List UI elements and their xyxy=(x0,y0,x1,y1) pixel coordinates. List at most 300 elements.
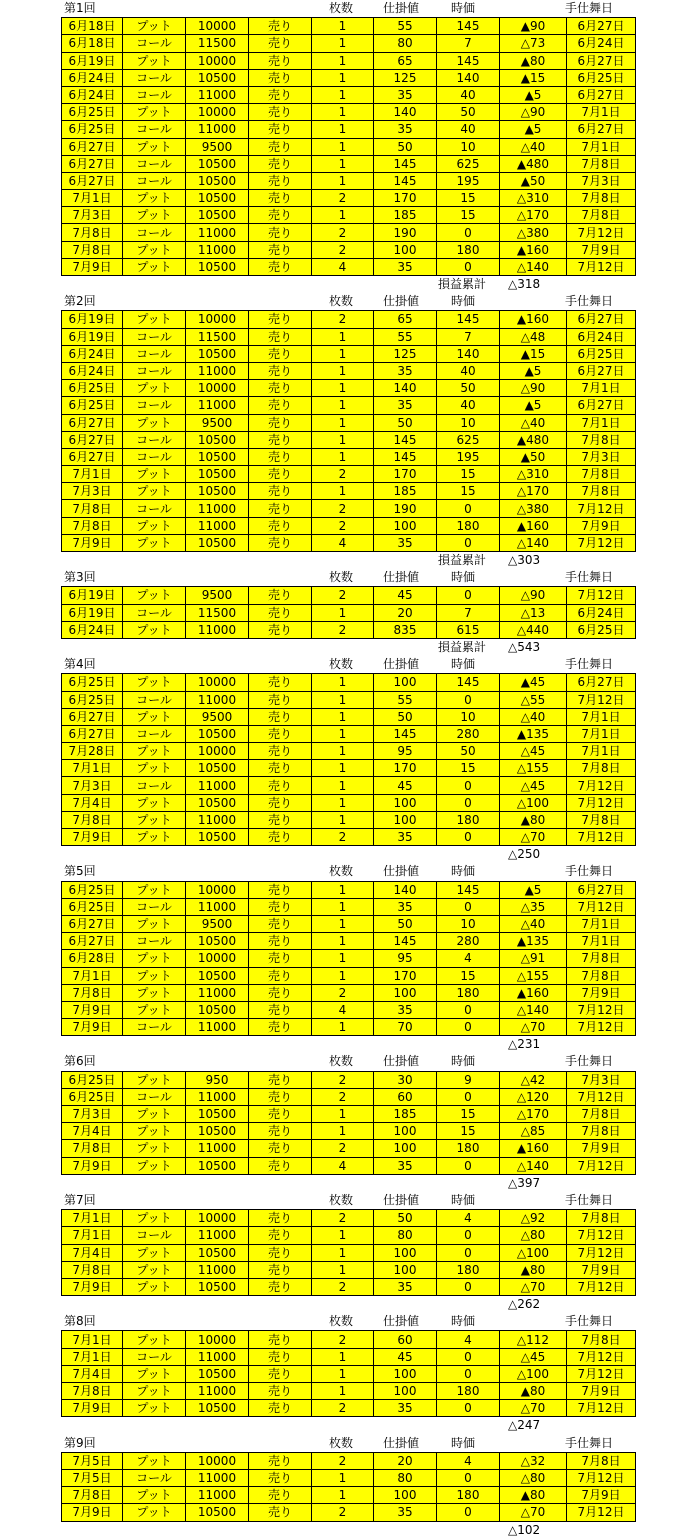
entry-price-cell: 170 xyxy=(374,967,437,984)
pnl-cell: △100 xyxy=(500,794,567,811)
pnl-cell: △32 xyxy=(500,1452,567,1469)
current-price-header: 時価 xyxy=(451,570,476,585)
table-row xyxy=(62,777,636,794)
entry-price-cell: 170 xyxy=(374,190,437,207)
option-type-cell: プット xyxy=(123,414,186,431)
trade-block-6 xyxy=(0,1053,688,1192)
cumulative-pnl-value: △318 xyxy=(508,277,541,291)
side-cell: 売り xyxy=(249,933,312,950)
trade-table xyxy=(61,1209,636,1296)
entry-price-cell: 35 xyxy=(374,1001,437,1018)
side-cell: 売り xyxy=(249,241,312,258)
side-cell: 売り xyxy=(249,950,312,967)
side-cell: 売り xyxy=(249,69,312,86)
option-type-cell: プット xyxy=(123,1400,186,1417)
option-type-cell: プット xyxy=(123,794,186,811)
option-type-cell: プット xyxy=(123,1365,186,1382)
close-date-header: 手仕舞日 xyxy=(565,1054,614,1069)
side-cell: 売り xyxy=(249,517,312,534)
count-cell: 1 xyxy=(312,604,374,621)
option-type-cell: プット xyxy=(123,1140,186,1157)
current-price-cell: 15 xyxy=(437,483,500,500)
current-price-cell: 40 xyxy=(437,397,500,414)
side-cell: 売り xyxy=(249,258,312,275)
block-title: 第4回 xyxy=(64,657,96,672)
side-cell: 売り xyxy=(249,466,312,483)
option-type-cell: プット xyxy=(123,811,186,828)
side-cell: 売り xyxy=(249,1140,312,1157)
entry-price-cell: 55 xyxy=(374,691,437,708)
current-price-cell: 0 xyxy=(437,534,500,551)
entry-date-cell: 7月4日 xyxy=(62,1244,123,1261)
table-row xyxy=(62,967,636,984)
option-type-cell: プット xyxy=(123,483,186,500)
strike-cell: 10500 xyxy=(186,1400,249,1417)
pnl-cell: △85 xyxy=(500,1123,567,1140)
table-row xyxy=(62,691,636,708)
option-type-cell: コール xyxy=(123,362,186,379)
entry-date-cell: 7月1日 xyxy=(62,967,123,984)
pnl-cell: △40 xyxy=(500,414,567,431)
side-cell: 売り xyxy=(249,1106,312,1123)
pnl-cell: △170 xyxy=(500,1106,567,1123)
current-price-cell: 180 xyxy=(437,517,500,534)
entry-price-cell: 35 xyxy=(374,898,437,915)
pnl-cell: ▲50 xyxy=(500,448,567,465)
pnl-cell: △48 xyxy=(500,328,567,345)
side-cell: 売り xyxy=(249,674,312,691)
strike-cell: 10500 xyxy=(186,1123,249,1140)
count-cell: 1 xyxy=(312,328,374,345)
entry-date-cell: 7月28日 xyxy=(62,743,123,760)
current-price-cell: 15 xyxy=(437,967,500,984)
block-header xyxy=(0,1192,688,1209)
pnl-cell: ▲135 xyxy=(500,933,567,950)
table-row xyxy=(62,224,636,241)
current-price-cell: 0 xyxy=(437,777,500,794)
current-price-cell: 180 xyxy=(437,1140,500,1157)
current-price-cell: 195 xyxy=(437,448,500,465)
strike-cell: 9500 xyxy=(186,138,249,155)
pnl-cell: ▲80 xyxy=(500,1487,567,1504)
strike-cell: 11000 xyxy=(186,898,249,915)
strike-cell: 10500 xyxy=(186,207,249,224)
trade-table xyxy=(61,1452,636,1522)
entry-price-header: 仕掛値 xyxy=(383,657,420,672)
close-date-cell: 7月12日 xyxy=(567,1469,636,1486)
pnl-cell: ▲160 xyxy=(500,311,567,328)
side-cell: 売り xyxy=(249,534,312,551)
block-footer xyxy=(0,1175,688,1192)
option-type-cell: プット xyxy=(123,1452,186,1469)
entry-date-cell: 6月25日 xyxy=(62,380,123,397)
count-cell: 1 xyxy=(312,1383,374,1400)
block-title: 第9回 xyxy=(64,1435,96,1450)
close-date-cell: 7月9日 xyxy=(567,984,636,1001)
option-type-cell: プット xyxy=(123,380,186,397)
side-cell: 売り xyxy=(249,1487,312,1504)
strike-cell: 10500 xyxy=(186,1157,249,1174)
pnl-cell: ▲80 xyxy=(500,52,567,69)
close-date-cell: 7月12日 xyxy=(567,1157,636,1174)
option-type-cell: コール xyxy=(123,691,186,708)
table-row xyxy=(62,431,636,448)
current-price-cell: 10 xyxy=(437,915,500,932)
count-header: 枚数 xyxy=(329,1314,354,1329)
close-date-cell: 7月1日 xyxy=(567,138,636,155)
entry-price-cell: 100 xyxy=(374,794,437,811)
count-header: 枚数 xyxy=(329,1054,354,1069)
trade-block-8 xyxy=(0,1313,688,1434)
entry-price-cell: 145 xyxy=(374,172,437,189)
current-price-cell: 4 xyxy=(437,950,500,967)
entry-price-cell: 35 xyxy=(374,1400,437,1417)
trade-block-7 xyxy=(0,1192,688,1313)
current-price-cell: 0 xyxy=(437,1088,500,1105)
count-cell: 1 xyxy=(312,86,374,103)
count-cell: 1 xyxy=(312,950,374,967)
count-cell: 1 xyxy=(312,691,374,708)
block-footer xyxy=(0,639,688,656)
strike-cell: 11000 xyxy=(186,241,249,258)
pnl-cell: △42 xyxy=(500,1071,567,1088)
option-type-cell: プット xyxy=(123,534,186,551)
entry-price-cell: 95 xyxy=(374,743,437,760)
count-cell: 1 xyxy=(312,881,374,898)
count-cell: 1 xyxy=(312,1106,374,1123)
entry-price-cell: 50 xyxy=(374,915,437,932)
trade-block-5 xyxy=(0,863,688,1053)
side-cell: 売り xyxy=(249,1348,312,1365)
option-type-cell: プット xyxy=(123,104,186,121)
side-cell: 売り xyxy=(249,708,312,725)
count-cell: 2 xyxy=(312,311,374,328)
close-date-cell: 7月12日 xyxy=(567,1400,636,1417)
side-cell: 売り xyxy=(249,725,312,742)
close-date-cell: 7月8日 xyxy=(567,1210,636,1227)
strike-cell: 10500 xyxy=(186,1001,249,1018)
strike-cell: 10000 xyxy=(186,1452,249,1469)
strike-cell: 10500 xyxy=(186,725,249,742)
entry-price-cell: 145 xyxy=(374,725,437,742)
side-cell: 売り xyxy=(249,172,312,189)
close-date-cell: 7月3日 xyxy=(567,172,636,189)
side-cell: 売り xyxy=(249,190,312,207)
pnl-cell: △310 xyxy=(500,466,567,483)
entry-price-cell: 100 xyxy=(374,1244,437,1261)
option-type-cell: コール xyxy=(123,448,186,465)
block-header xyxy=(0,863,688,880)
entry-date-cell: 7月1日 xyxy=(62,1227,123,1244)
strike-cell: 11000 xyxy=(186,777,249,794)
close-date-cell: 6月24日 xyxy=(567,35,636,52)
current-price-header: 時価 xyxy=(451,864,476,879)
current-price-cell: 0 xyxy=(437,1019,500,1036)
table-row xyxy=(62,18,636,35)
side-cell: 売り xyxy=(249,1244,312,1261)
entry-price-cell: 190 xyxy=(374,224,437,241)
pnl-cell: △90 xyxy=(500,380,567,397)
entry-price-cell: 190 xyxy=(374,500,437,517)
close-date-cell: 7月12日 xyxy=(567,1227,636,1244)
table-row xyxy=(62,604,636,621)
table-row xyxy=(62,1071,636,1088)
strike-cell: 9500 xyxy=(186,915,249,932)
option-type-cell: プット xyxy=(123,1001,186,1018)
pnl-cell: △92 xyxy=(500,1210,567,1227)
strike-cell: 11000 xyxy=(186,362,249,379)
close-date-cell: 6月27日 xyxy=(567,52,636,69)
strike-cell: 10000 xyxy=(186,311,249,328)
current-price-cell: 15 xyxy=(437,760,500,777)
entry-date-cell: 7月9日 xyxy=(62,1157,123,1174)
trade-block-2 xyxy=(0,293,688,569)
strike-cell: 10000 xyxy=(186,1210,249,1227)
table-row xyxy=(62,1348,636,1365)
entry-price-cell: 45 xyxy=(374,1348,437,1365)
side-cell: 売り xyxy=(249,881,312,898)
trade-block-4 xyxy=(0,656,688,863)
entry-date-cell: 7月1日 xyxy=(62,190,123,207)
current-price-cell: 50 xyxy=(437,380,500,397)
entry-price-cell: 100 xyxy=(374,1140,437,1157)
entry-date-cell: 7月8日 xyxy=(62,1383,123,1400)
strike-cell: 11000 xyxy=(186,984,249,1001)
side-cell: 売り xyxy=(249,1071,312,1088)
close-date-cell: 7月8日 xyxy=(567,1106,636,1123)
current-price-cell: 50 xyxy=(437,743,500,760)
strike-cell: 10500 xyxy=(186,933,249,950)
entry-date-cell: 6月28日 xyxy=(62,950,123,967)
close-date-cell: 6月27日 xyxy=(567,86,636,103)
table-row xyxy=(62,725,636,742)
option-type-cell: プット xyxy=(123,1210,186,1227)
table-row xyxy=(62,328,636,345)
pnl-cell: △440 xyxy=(500,621,567,638)
entry-price-cell: 100 xyxy=(374,1365,437,1382)
close-date-cell: 6月27日 xyxy=(567,18,636,35)
count-header: 枚数 xyxy=(329,1,354,15)
entry-price-cell: 140 xyxy=(374,104,437,121)
entry-price-cell: 35 xyxy=(374,362,437,379)
strike-cell: 10000 xyxy=(186,881,249,898)
strike-cell: 10500 xyxy=(186,431,249,448)
pnl-cell: ▲135 xyxy=(500,725,567,742)
count-cell: 2 xyxy=(312,190,374,207)
close-date-cell: 7月12日 xyxy=(567,777,636,794)
table-row xyxy=(62,1123,636,1140)
close-date-header: 手仕舞日 xyxy=(565,1435,614,1450)
current-price-cell: 0 xyxy=(437,1365,500,1382)
block-title: 第1回 xyxy=(64,1,96,15)
option-type-cell: プット xyxy=(123,674,186,691)
strike-cell: 11500 xyxy=(186,35,249,52)
entry-price-cell: 35 xyxy=(374,258,437,275)
block-header xyxy=(0,0,688,17)
entry-date-cell: 7月8日 xyxy=(62,500,123,517)
option-type-cell: コール xyxy=(123,345,186,362)
entry-date-cell: 7月8日 xyxy=(62,1487,123,1504)
count-cell: 2 xyxy=(312,466,374,483)
option-type-cell: コール xyxy=(123,604,186,621)
strike-cell: 10500 xyxy=(186,1278,249,1295)
entry-price-cell: 100 xyxy=(374,811,437,828)
count-cell: 4 xyxy=(312,1001,374,1018)
strike-cell: 10500 xyxy=(186,466,249,483)
entry-price-cell: 35 xyxy=(374,1504,437,1521)
close-date-cell: 7月12日 xyxy=(567,587,636,604)
close-date-cell: 7月9日 xyxy=(567,1140,636,1157)
strike-cell: 10000 xyxy=(186,52,249,69)
entry-date-cell: 6月19日 xyxy=(62,52,123,69)
entry-price-cell: 65 xyxy=(374,311,437,328)
close-date-cell: 6月24日 xyxy=(567,328,636,345)
block-footer xyxy=(0,846,688,863)
entry-date-cell: 7月1日 xyxy=(62,1331,123,1348)
current-price-cell: 15 xyxy=(437,1106,500,1123)
table-row xyxy=(62,52,636,69)
close-date-cell: 7月1日 xyxy=(567,414,636,431)
entry-date-cell: 7月8日 xyxy=(62,1140,123,1157)
current-price-cell: 145 xyxy=(437,18,500,35)
pnl-cell: △155 xyxy=(500,760,567,777)
close-date-cell: 7月12日 xyxy=(567,1244,636,1261)
entry-date-cell: 6月19日 xyxy=(62,604,123,621)
current-price-header: 時価 xyxy=(451,294,476,309)
close-date-cell: 7月12日 xyxy=(567,794,636,811)
strike-cell: 10000 xyxy=(186,104,249,121)
table-row xyxy=(62,1157,636,1174)
table-row xyxy=(62,1227,636,1244)
pnl-cell: △45 xyxy=(500,777,567,794)
option-type-cell: コール xyxy=(123,431,186,448)
pnl-cell: ▲80 xyxy=(500,1261,567,1278)
count-cell: 2 xyxy=(312,500,374,517)
table-row xyxy=(62,811,636,828)
option-type-cell: プット xyxy=(123,950,186,967)
entry-price-header: 仕掛値 xyxy=(383,1435,420,1450)
current-price-cell: 10 xyxy=(437,708,500,725)
entry-date-cell: 7月3日 xyxy=(62,483,123,500)
option-type-cell: プット xyxy=(123,190,186,207)
close-date-cell: 7月12日 xyxy=(567,500,636,517)
pnl-cell: ▲160 xyxy=(500,241,567,258)
current-price-cell: 9 xyxy=(437,1071,500,1088)
entry-price-cell: 35 xyxy=(374,829,437,846)
pnl-cell: △73 xyxy=(500,35,567,52)
count-cell: 2 xyxy=(312,224,374,241)
entry-price-cell: 35 xyxy=(374,86,437,103)
entry-price-cell: 100 xyxy=(374,674,437,691)
table-row xyxy=(62,1261,636,1278)
entry-price-cell: 100 xyxy=(374,984,437,1001)
close-date-cell: 7月8日 xyxy=(567,811,636,828)
entry-price-cell: 100 xyxy=(374,1487,437,1504)
side-cell: 売り xyxy=(249,345,312,362)
option-type-cell: プット xyxy=(123,517,186,534)
count-cell: 2 xyxy=(312,1331,374,1348)
current-price-cell: 10 xyxy=(437,138,500,155)
close-date-cell: 7月1日 xyxy=(567,708,636,725)
table-row xyxy=(62,311,636,328)
count-cell: 1 xyxy=(312,915,374,932)
strike-cell: 11000 xyxy=(186,397,249,414)
entry-date-cell: 7月9日 xyxy=(62,258,123,275)
cumulative-pnl-label: 損益累計 xyxy=(438,277,487,291)
entry-date-cell: 7月5日 xyxy=(62,1452,123,1469)
pnl-cell: △140 xyxy=(500,1001,567,1018)
entry-date-cell: 7月8日 xyxy=(62,1261,123,1278)
count-cell: 1 xyxy=(312,35,374,52)
strike-cell: 10500 xyxy=(186,483,249,500)
entry-date-cell: 7月8日 xyxy=(62,517,123,534)
strike-cell: 11000 xyxy=(186,500,249,517)
table-row xyxy=(62,674,636,691)
entry-date-cell: 7月3日 xyxy=(62,1106,123,1123)
strike-cell: 10500 xyxy=(186,1504,249,1521)
current-price-cell: 0 xyxy=(437,224,500,241)
count-cell: 1 xyxy=(312,1123,374,1140)
current-price-cell: 0 xyxy=(437,1278,500,1295)
strike-cell: 10000 xyxy=(186,743,249,760)
side-cell: 売り xyxy=(249,1504,312,1521)
close-date-header: 手仕舞日 xyxy=(565,864,614,879)
entry-price-cell: 100 xyxy=(374,241,437,258)
entry-date-cell: 7月9日 xyxy=(62,1001,123,1018)
pnl-cell: △120 xyxy=(500,1088,567,1105)
block-footer xyxy=(0,1036,688,1053)
count-header: 枚数 xyxy=(329,294,354,309)
entry-price-header: 仕掛値 xyxy=(383,1314,420,1329)
pnl-cell: △112 xyxy=(500,1331,567,1348)
cumulative-pnl-label: 損益累計 xyxy=(438,553,487,567)
option-type-cell: コール xyxy=(123,1348,186,1365)
strike-cell: 11000 xyxy=(186,811,249,828)
close-date-cell: 7月12日 xyxy=(567,258,636,275)
strike-cell: 9500 xyxy=(186,414,249,431)
close-date-cell: 7月12日 xyxy=(567,898,636,915)
pnl-cell: △70 xyxy=(500,1504,567,1521)
close-date-cell: 7月12日 xyxy=(567,224,636,241)
table-row xyxy=(62,1504,636,1521)
entry-date-cell: 6月19日 xyxy=(62,587,123,604)
current-price-cell: 15 xyxy=(437,207,500,224)
table-row xyxy=(62,1365,636,1382)
pnl-cell: ▲80 xyxy=(500,1383,567,1400)
entry-date-cell: 6月25日 xyxy=(62,104,123,121)
table-row xyxy=(62,1469,636,1486)
count-cell: 2 xyxy=(312,1504,374,1521)
count-cell: 1 xyxy=(312,794,374,811)
option-type-cell: プット xyxy=(123,1504,186,1521)
side-cell: 売り xyxy=(249,1331,312,1348)
strike-cell: 9500 xyxy=(186,708,249,725)
table-row xyxy=(62,207,636,224)
option-type-cell: プット xyxy=(123,1123,186,1140)
table-row xyxy=(62,1210,636,1227)
close-date-cell: 6月25日 xyxy=(567,345,636,362)
entry-date-cell: 7月8日 xyxy=(62,241,123,258)
table-row xyxy=(62,241,636,258)
strike-cell: 10500 xyxy=(186,172,249,189)
count-cell: 1 xyxy=(312,777,374,794)
count-cell: 4 xyxy=(312,534,374,551)
strike-cell: 10500 xyxy=(186,190,249,207)
current-price-cell: 145 xyxy=(437,52,500,69)
entry-date-cell: 6月25日 xyxy=(62,121,123,138)
pnl-cell: △90 xyxy=(500,587,567,604)
count-cell: 1 xyxy=(312,898,374,915)
